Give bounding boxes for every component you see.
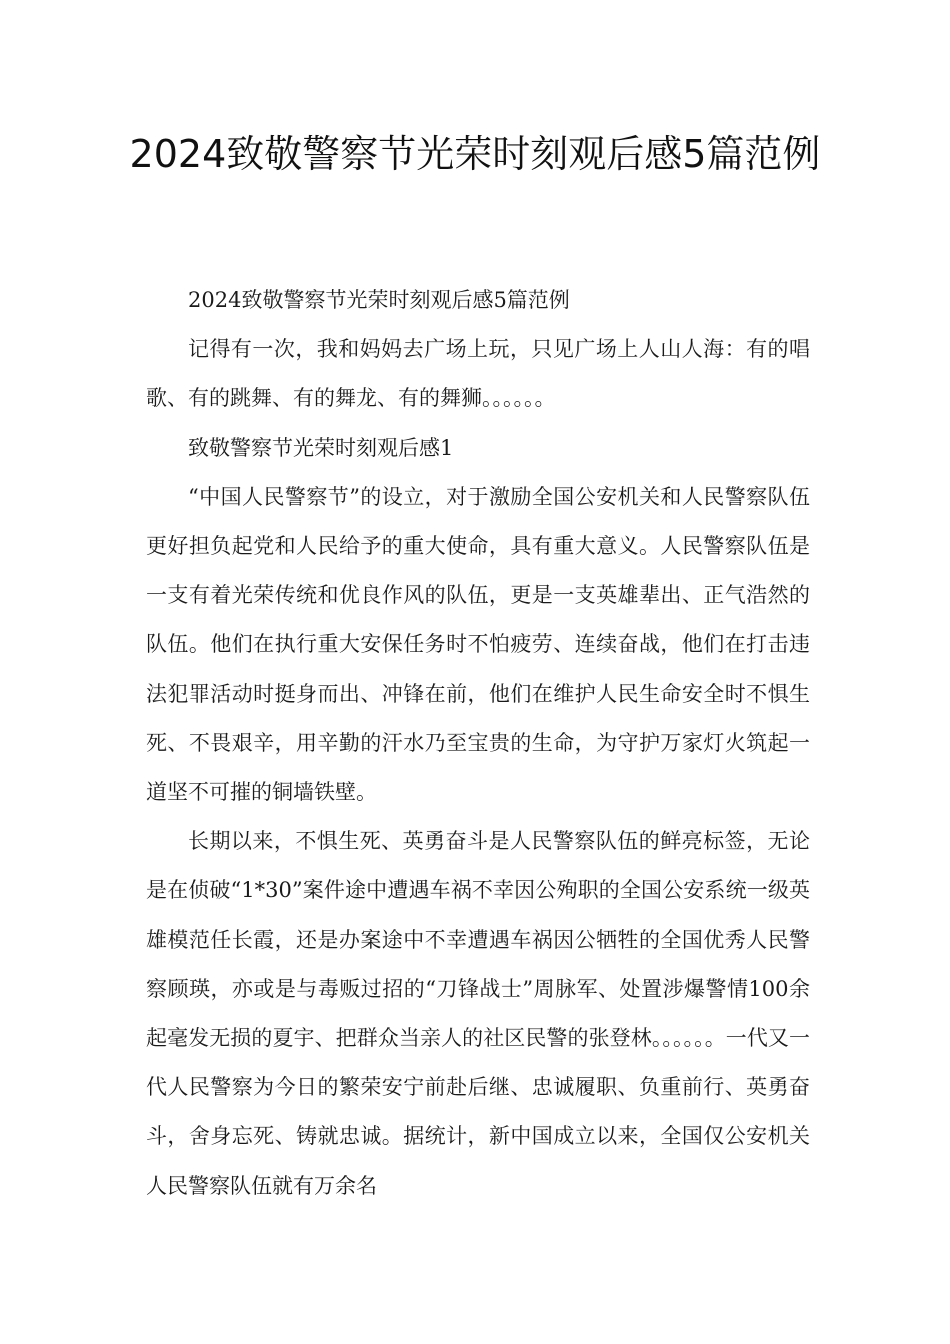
document-body (146, 276, 810, 1211)
document-title: 2024致敬警察节光荣时刻观后感5篇范例 (129, 132, 821, 176)
paragraph-police-day: “中国人民警察节”的设立，对于激励全国公安机关和人民警察队伍更好担负起党和人民给予的重大使命，具有重大意义。人民警察队伍是一支有着光荣传统和优良作风的队伍，更是一支英雄辈出、正气浩然的队伍。他们在执行重大安保任务时不怕疲劳、连续奋战，他们在打击违法犯罪活动时挺身而出、冲锋在前，他们在维护人民生命安全时不惧生死、不畏艰辛，用辛勤的汗水乃至宝贵的生命，为守护万家灯火筑起一道坚不可摧的铜墙铁壁。 (146, 484, 810, 805)
paragraph-heroes: 长期以来，不惧生死、英勇奋斗是人民警察队伍的鲜亮标签，无论是在侦破“1*30”案件途中遭遇车祸不幸因公殉职的全国公安系统一级英雄模范任长霞，还是办案途中不幸遭遇车祸因公牺牲的全国优秀人民警察顾瑛，亦或是与毒贩过招的“刀锋战士”周脉军、处置涉爆警情100余起毫发无损的夏宇、把群众当亲人的社区民警的张登林。。。。。。一代又一代人民警察为今日的繁荣安宁前赴后继、忠诚履职、负重前行、英勇奋斗，舍身忘死、铸就忠诚。据统计，新中国成立以来，全国仅公安机关人民警察队伍就有万余名 (146, 829, 810, 1198)
paragraph-section-heading: 致敬警察节光荣时刻观后感1 (188, 435, 454, 460)
paragraph-subtitle: 2024致敬警察节光荣时刻观后感5篇范例 (188, 288, 570, 312)
paragraph-intro: 记得有一次，我和妈妈去广场上玩，只见广场上人山人海：有的唱歌、有的跳舞、有的舞龙、有的舞狮。。。。。。 (146, 337, 810, 411)
